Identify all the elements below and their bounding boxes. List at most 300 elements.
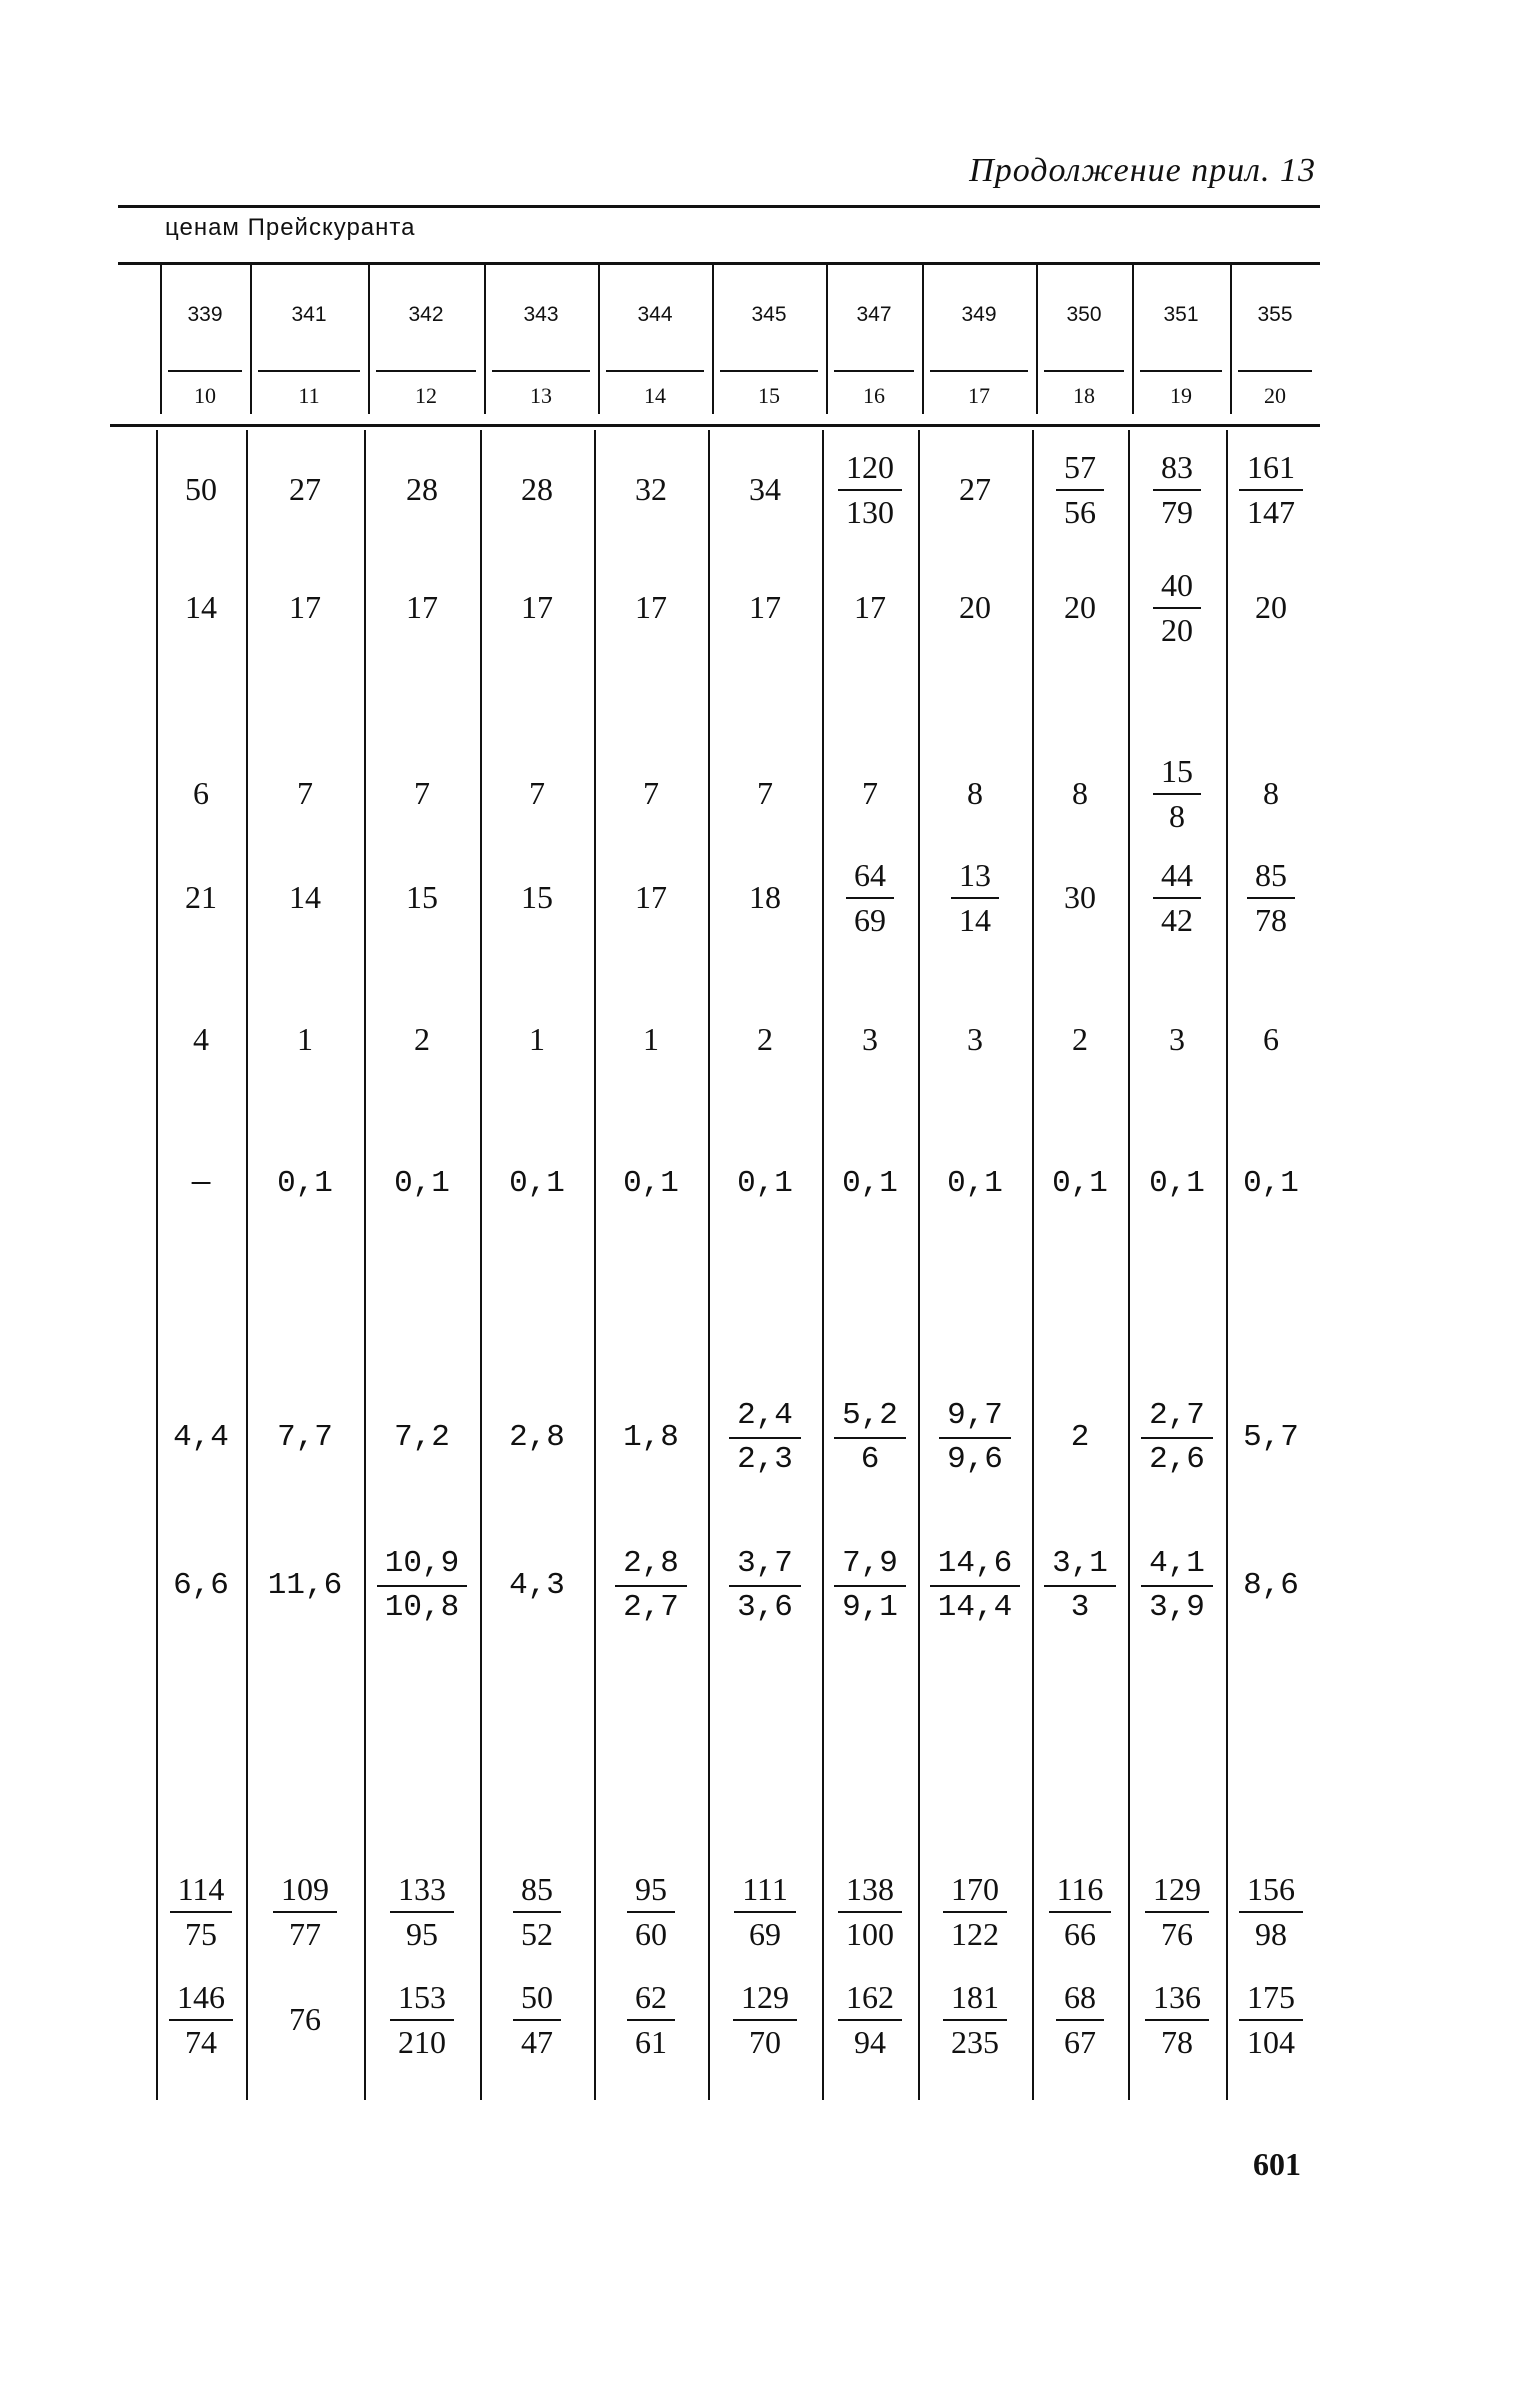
table-cell	[822, 1383, 918, 1493]
table-cell	[480, 848, 594, 948]
table-cell	[1128, 848, 1226, 948]
cell-value: 0,1	[277, 1165, 333, 1201]
cell-value: 0,1	[737, 1165, 793, 1201]
cell-value: 3	[862, 1021, 878, 1058]
fraction-denominator: 6	[860, 1442, 880, 1477]
fraction-denominator: 130	[846, 494, 894, 530]
fraction-numerator: 64	[846, 858, 894, 899]
fraction-denominator: 8	[1169, 798, 1185, 834]
cell-value: 34	[749, 471, 781, 508]
header-separator	[1238, 370, 1312, 372]
table-cell	[822, 1005, 918, 1075]
cell-value: 0,1	[1243, 1165, 1299, 1201]
fraction	[838, 450, 902, 530]
table-cell	[594, 1862, 708, 1962]
header-code: 341	[291, 303, 327, 326]
header-separator	[606, 370, 704, 372]
cell-value: 2,8	[509, 1419, 565, 1455]
header-separator	[258, 370, 360, 372]
header-code: 355	[1257, 303, 1293, 326]
fraction-denominator: 79	[1161, 494, 1193, 530]
cell-value: 6	[193, 775, 209, 812]
fraction-denominator: 122	[951, 1916, 999, 1952]
header-code: 343	[523, 303, 559, 326]
fraction	[273, 1872, 337, 1952]
fraction	[1153, 568, 1201, 648]
fraction-denominator: 78	[1255, 902, 1287, 938]
header-code: 345	[751, 303, 787, 326]
fraction-denominator: 78	[1161, 2024, 1193, 2060]
fraction-numerator: 83	[1153, 450, 1201, 491]
fraction-numerator: 120	[838, 450, 902, 491]
table-cell	[480, 744, 594, 844]
fraction	[1056, 1980, 1104, 2060]
cell-value: 6,6	[173, 1567, 229, 1603]
cell-value: 17	[635, 879, 667, 916]
column-divider	[480, 430, 482, 2100]
fraction-numerator: 133	[390, 1872, 454, 1913]
cell-value: 3	[1169, 1021, 1185, 1058]
fraction-numerator: 146	[169, 1980, 233, 2021]
table-cell	[246, 1005, 364, 1075]
fraction	[930, 1547, 1020, 1625]
header-column-number: 11	[298, 383, 320, 408]
fraction-numerator: 116	[1049, 1872, 1112, 1913]
table-cell	[822, 435, 918, 545]
table-cell	[918, 1531, 1032, 1641]
fraction	[1049, 1872, 1112, 1952]
cell-value: 17	[289, 589, 321, 626]
table-cell	[1226, 1149, 1316, 1219]
cell-value: 0,1	[1149, 1165, 1205, 1201]
cell-value: 50	[185, 471, 217, 508]
fraction-numerator: 7,9	[834, 1547, 906, 1587]
table-cell	[1226, 1862, 1316, 1962]
column-divider	[246, 430, 248, 2100]
table-cell	[364, 848, 480, 948]
table-cell	[364, 563, 480, 653]
cell-value: 7	[529, 775, 545, 812]
fraction-denominator: 61	[635, 2024, 667, 2060]
table-cell	[480, 563, 594, 653]
fraction	[169, 1980, 233, 2060]
fraction	[834, 1547, 906, 1625]
header-column-number: 12	[415, 383, 437, 408]
cell-value: 7,2	[394, 1419, 450, 1455]
fraction-denominator: 14	[959, 902, 991, 938]
continuation-caption: Продолжение прил. 13	[969, 152, 1316, 189]
fraction-denominator: 70	[749, 2024, 781, 2060]
table-cell	[1032, 848, 1128, 948]
fraction	[939, 1399, 1011, 1477]
fraction-numerator: 40	[1153, 568, 1201, 609]
fraction-numerator: 162	[838, 1980, 902, 2021]
table-cell	[1128, 1862, 1226, 1962]
fraction-numerator: 136	[1145, 1980, 1209, 2021]
fraction-numerator: 129	[733, 1980, 797, 2021]
table-cell	[822, 744, 918, 844]
table-cell	[594, 1149, 708, 1219]
fraction-denominator: 75	[185, 1916, 217, 1952]
header-column-number: 14	[644, 383, 666, 408]
fraction-numerator: 114	[170, 1872, 233, 1913]
column-divider	[708, 430, 710, 2100]
table-cell	[1032, 1531, 1128, 1641]
fraction	[1239, 450, 1303, 530]
table-cell	[1032, 744, 1128, 844]
header-code: 349	[961, 303, 997, 326]
fraction	[390, 1980, 454, 2060]
fraction-denominator: 66	[1064, 1916, 1096, 1952]
cell-value: 5,7	[1243, 1419, 1299, 1455]
cell-value: 28	[521, 471, 553, 508]
fraction-numerator: 14,6	[930, 1547, 1020, 1587]
fraction	[834, 1399, 906, 1477]
fraction-numerator: 181	[943, 1980, 1007, 2021]
table-cell	[1032, 1862, 1128, 1962]
cell-value: 17	[521, 589, 553, 626]
header-separator	[1140, 370, 1222, 372]
table-cell	[156, 1531, 246, 1641]
table-cell	[1128, 1970, 1226, 2070]
table-cell	[594, 435, 708, 545]
fraction	[838, 1980, 902, 2060]
fraction-denominator: 3	[1070, 1590, 1090, 1625]
table-cell	[822, 563, 918, 653]
cell-value: 7	[643, 775, 659, 812]
table-cell	[918, 1149, 1032, 1219]
table-cell	[246, 1862, 364, 1962]
table-cell	[918, 1862, 1032, 1962]
fraction-denominator: 98	[1255, 1916, 1287, 1952]
fraction-denominator: 95	[406, 1916, 438, 1952]
table-cell	[246, 435, 364, 545]
table-cell	[594, 744, 708, 844]
table-cell	[708, 1531, 822, 1641]
fraction-denominator: 76	[1161, 1916, 1193, 1952]
fraction-numerator: 111	[734, 1872, 796, 1913]
fraction-numerator: 2,7	[1141, 1399, 1213, 1439]
fraction-denominator: 10,8	[384, 1590, 460, 1625]
fraction	[1044, 1547, 1116, 1625]
fraction	[1141, 1547, 1213, 1625]
fraction-numerator: 95	[627, 1872, 675, 1913]
table-cell	[480, 435, 594, 545]
fraction-denominator: 9,6	[947, 1442, 1003, 1477]
header-separator	[1044, 370, 1124, 372]
table-cell	[1226, 1005, 1316, 1075]
header-code: 339	[187, 303, 223, 326]
table-cell	[594, 848, 708, 948]
fraction-denominator: 42	[1161, 902, 1193, 938]
table-cell	[822, 848, 918, 948]
cell-value: 2	[414, 1021, 430, 1058]
table-cell	[918, 848, 1032, 948]
fraction	[846, 858, 894, 938]
cell-value: 4,4	[173, 1419, 229, 1455]
table-cell	[156, 435, 246, 545]
fraction	[943, 1980, 1007, 2060]
header-column-number: 19	[1170, 383, 1192, 408]
table-cell	[708, 1862, 822, 1962]
header-column-number: 13	[530, 383, 552, 408]
fraction	[1056, 450, 1104, 530]
table-cell	[594, 1383, 708, 1493]
fraction-denominator: 60	[635, 1916, 667, 1952]
fraction-numerator: 129	[1145, 1872, 1209, 1913]
table-cell	[1226, 744, 1316, 844]
table-cell	[822, 1970, 918, 2070]
fraction-numerator: 3,7	[729, 1547, 801, 1587]
cell-value: 8	[1263, 775, 1279, 812]
table-cell	[364, 1149, 480, 1219]
fraction-numerator: 85	[1247, 858, 1295, 899]
table-cell	[822, 1862, 918, 1962]
fraction-denominator: 69	[749, 1916, 781, 1952]
cell-value: 17	[406, 589, 438, 626]
fraction	[390, 1872, 454, 1952]
table-cell	[1128, 1005, 1226, 1075]
table-cell	[480, 1531, 594, 1641]
fraction-denominator: 67	[1064, 2024, 1096, 2060]
fraction-numerator: 85	[513, 1872, 561, 1913]
table-cell	[1032, 563, 1128, 653]
fraction	[615, 1547, 687, 1625]
header-separator	[168, 370, 242, 372]
cell-value: 15	[406, 879, 438, 916]
fraction-denominator: 94	[854, 2024, 886, 2060]
table-cell	[1128, 435, 1226, 545]
cell-value: 3	[967, 1021, 983, 1058]
table-cell	[246, 1149, 364, 1219]
header-top-rule	[118, 262, 1320, 265]
table-cell	[156, 563, 246, 653]
table-cell	[364, 744, 480, 844]
cell-value: 0,1	[394, 1165, 450, 1201]
fraction	[513, 1872, 561, 1952]
header-separator	[720, 370, 818, 372]
fraction	[951, 858, 999, 938]
fraction	[1141, 1399, 1213, 1477]
table-cell	[1226, 435, 1316, 545]
table-cell	[918, 744, 1032, 844]
cell-value: 2	[1072, 1021, 1088, 1058]
fraction-numerator: 4,1	[1141, 1547, 1213, 1587]
fraction-denominator: 210	[398, 2024, 446, 2060]
fraction-denominator: 69	[854, 902, 886, 938]
table-cell	[594, 1970, 708, 2070]
fraction-numerator: 156	[1239, 1872, 1303, 1913]
cell-value: 15	[521, 879, 553, 916]
fraction-numerator: 2,4	[729, 1399, 801, 1439]
column-divider	[1128, 430, 1130, 2100]
fraction-denominator: 74	[185, 2024, 217, 2060]
table-cell	[156, 1970, 246, 2070]
cell-value: 30	[1064, 879, 1096, 916]
cell-value: 8,6	[1243, 1567, 1299, 1603]
cell-value: 7	[757, 775, 773, 812]
fraction	[1153, 858, 1201, 938]
cell-value: 8	[1072, 775, 1088, 812]
header-code: 351	[1163, 303, 1199, 326]
cell-value: 7,7	[277, 1419, 333, 1455]
table-cell	[156, 1005, 246, 1075]
fraction-denominator: 2,7	[623, 1590, 679, 1625]
fraction-denominator: 9,1	[842, 1590, 898, 1625]
table-cell	[708, 435, 822, 545]
table-cell	[1226, 1970, 1316, 2070]
cell-value: 27	[959, 471, 991, 508]
header-separator	[376, 370, 476, 372]
cell-value: 17	[854, 589, 886, 626]
fraction-numerator: 109	[273, 1872, 337, 1913]
top-rule	[118, 205, 1320, 208]
fraction-denominator: 3,6	[737, 1590, 793, 1625]
fraction-numerator: 10,9	[377, 1547, 467, 1587]
fraction	[1153, 450, 1201, 530]
table-cell	[708, 1970, 822, 2070]
cell-value: 7	[862, 775, 878, 812]
fraction-numerator: 5,2	[834, 1399, 906, 1439]
fraction-numerator: 9,7	[939, 1399, 1011, 1439]
cell-value: 7	[414, 775, 430, 812]
table-cell	[1226, 1531, 1316, 1641]
table-cell	[708, 563, 822, 653]
fraction-denominator: 20	[1161, 612, 1193, 648]
table-cell	[1226, 1383, 1316, 1493]
cell-value: 28	[406, 471, 438, 508]
table-cell	[480, 1383, 594, 1493]
fraction	[627, 1980, 675, 2060]
header-column-number: 15	[758, 383, 780, 408]
header-column-number: 17	[968, 383, 990, 408]
table-cell	[822, 1149, 918, 1219]
fraction-numerator: 13	[951, 858, 999, 899]
table-cell	[708, 1383, 822, 1493]
column-divider	[822, 430, 824, 2100]
cell-value: 21	[185, 879, 217, 916]
cell-value: 20	[959, 589, 991, 626]
cell-value: —	[191, 1165, 211, 1201]
column-divider	[918, 430, 920, 2100]
cell-value: 0,1	[1052, 1165, 1108, 1201]
cell-value: 2	[1070, 1419, 1090, 1455]
cell-value: 0,1	[509, 1165, 565, 1201]
header-separator	[492, 370, 590, 372]
cell-value: 1	[529, 1021, 545, 1058]
cell-value: 0,1	[623, 1165, 679, 1201]
table-cell	[708, 744, 822, 844]
header-separator	[834, 370, 914, 372]
table-cell	[918, 1970, 1032, 2070]
table-cell	[246, 744, 364, 844]
header-code: 347	[856, 303, 892, 326]
cell-value: 32	[635, 471, 667, 508]
column-divider	[594, 430, 596, 2100]
table-cell	[1128, 744, 1226, 844]
fraction-denominator: 56	[1064, 494, 1096, 530]
column-divider	[156, 430, 158, 2100]
fraction	[1145, 1872, 1209, 1952]
table-cell	[364, 1383, 480, 1493]
fraction-denominator: 52	[521, 1916, 553, 1952]
table-cell	[156, 1149, 246, 1219]
fraction-denominator: 104	[1247, 2024, 1295, 2060]
table-cell	[480, 1005, 594, 1075]
fraction	[377, 1547, 467, 1625]
table-cell	[364, 1970, 480, 2070]
cell-value: 20	[1064, 589, 1096, 626]
table-cell	[480, 1970, 594, 2070]
table-cell	[1128, 563, 1226, 653]
fraction-denominator: 2,6	[1149, 1442, 1205, 1477]
table-cell	[480, 1862, 594, 1962]
table-cell	[1128, 1383, 1226, 1493]
cell-value: 0,1	[842, 1165, 898, 1201]
fraction	[1239, 1980, 1303, 2060]
header-code: 350	[1066, 303, 1102, 326]
fraction-denominator: 47	[521, 2024, 553, 2060]
cell-value: 0,1	[947, 1165, 1003, 1201]
table-cell	[156, 1862, 246, 1962]
fraction	[170, 1872, 233, 1952]
fraction	[627, 1872, 675, 1952]
fraction-numerator: 2,8	[615, 1547, 687, 1587]
table-cell	[708, 1005, 822, 1075]
fraction-denominator: 100	[846, 1916, 894, 1952]
fraction	[943, 1872, 1007, 1952]
header-separator	[930, 370, 1028, 372]
fraction	[729, 1547, 801, 1625]
fraction-denominator: 147	[1247, 494, 1295, 530]
fraction-numerator: 175	[1239, 1980, 1303, 2021]
fraction-numerator: 57	[1056, 450, 1104, 491]
table-cell	[246, 563, 364, 653]
table-cell	[156, 744, 246, 844]
cell-value: 17	[635, 589, 667, 626]
table-cell	[1032, 1005, 1128, 1075]
table-cell	[156, 1383, 246, 1493]
fraction-numerator: 50	[513, 1980, 561, 2021]
table-cell	[918, 435, 1032, 545]
fraction	[1145, 1980, 1209, 2060]
cell-value: 6	[1263, 1021, 1279, 1058]
cell-value: 14	[289, 879, 321, 916]
cell-value: 1	[643, 1021, 659, 1058]
fraction-numerator: 68	[1056, 1980, 1104, 2021]
table-cell	[594, 1005, 708, 1075]
cell-value: 8	[967, 775, 983, 812]
table-cell	[822, 1531, 918, 1641]
table-cell	[1226, 848, 1316, 948]
fraction-numerator: 153	[390, 1980, 454, 2021]
header-column-number: 20	[1264, 383, 1286, 408]
fraction-denominator: 77	[289, 1916, 321, 1952]
cell-value: 1	[297, 1021, 313, 1058]
header-column-number: 18	[1073, 383, 1095, 408]
header-code: 342	[408, 303, 444, 326]
table-cell	[480, 1149, 594, 1219]
table-cell	[918, 563, 1032, 653]
fraction-numerator: 161	[1239, 450, 1303, 491]
column-divider	[364, 430, 366, 2100]
table-cell	[364, 1005, 480, 1075]
fraction	[729, 1399, 801, 1477]
fraction	[1153, 754, 1201, 834]
table-cell	[1032, 1383, 1128, 1493]
table-cell	[918, 1383, 1032, 1493]
table-cell	[918, 1005, 1032, 1075]
